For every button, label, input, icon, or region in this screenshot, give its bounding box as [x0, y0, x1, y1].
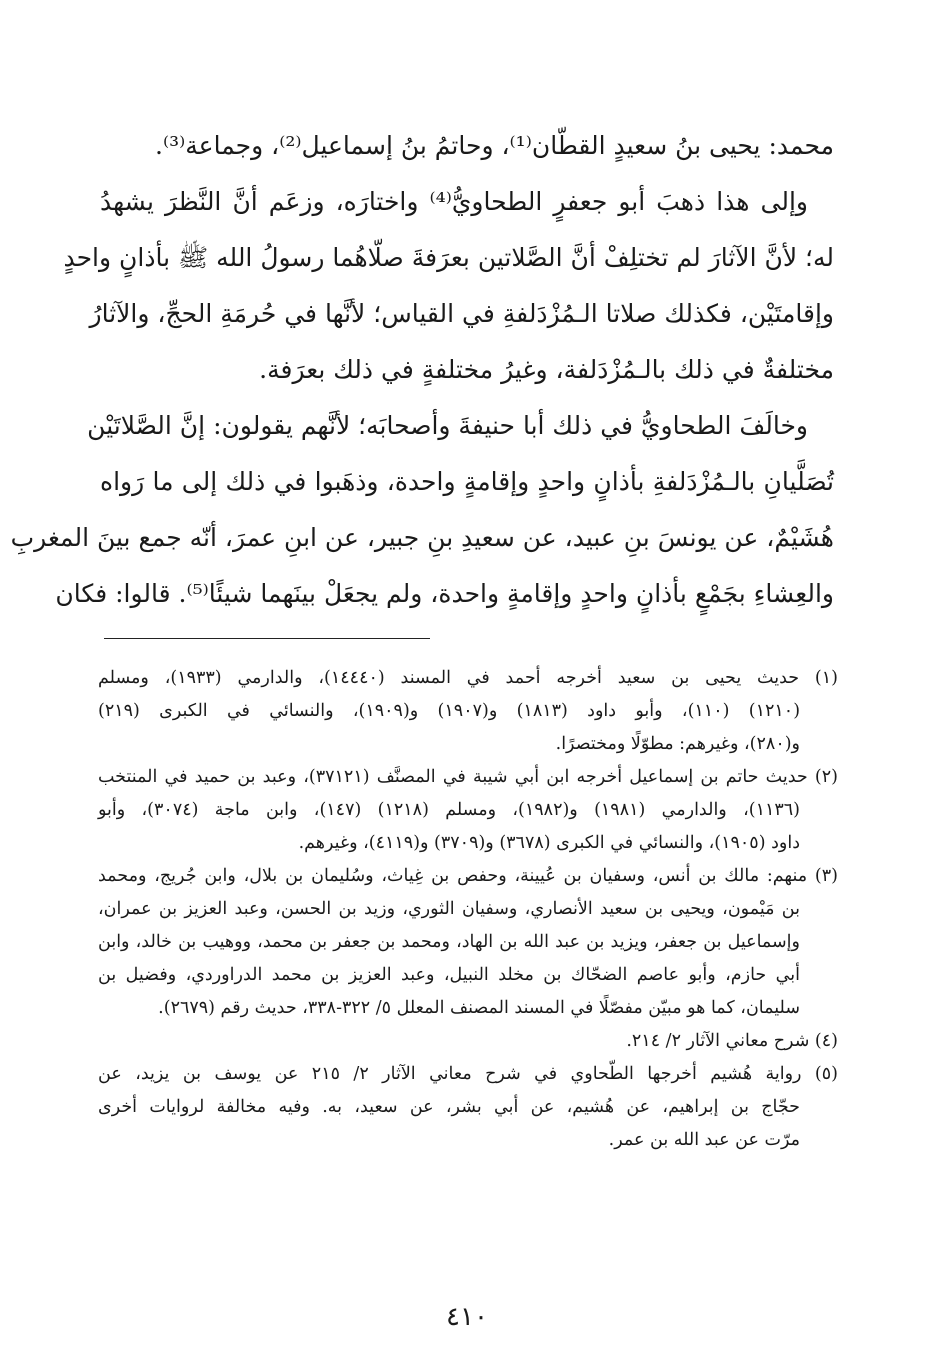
footnote-line: (١) حديث يحيى بن سعيد أخرجه أحمد في المسند (١٤٤٤٠)، والدارمي (١٩٣٣)، ومسلم	[98, 668, 838, 688]
footnote-line: وإسماعيل بن جعفر، ويزيد بن عبد الله بن الهاد، ومحمد بن جعفر بن محمد، ووهيب بن خالد، وابن	[98, 932, 800, 952]
main-line: مختلفةٌ في ذلك بالـمُزْدَلفة، وغيرُ مختلفةٍ في ذلك بعرَفة.	[259, 355, 834, 384]
main-line: والعِشاءِ بجَمْعٍ بأذانٍ واحدٍ وإقامةٍ واحدة، ولم يجعَلْ بينَهما شيئًا⁽⁵⁾. قالوا: فكان	[55, 579, 834, 608]
footnote-line: حجّاج بن إبراهيم، عن هُشيم، عن أبي بشر، عن سعيد، به. وفيه مخالفة لروايات أخرى	[98, 1097, 800, 1117]
main-line: وخالَفَ الطحاويُّ في ذلك أبا حنيفةَ وأصحابَه؛ لأنَّهم يقولون: إنَّ الصَّلاتَيْن	[87, 411, 808, 440]
page-number: ٤١٠	[446, 1302, 488, 1332]
main-line: وإقامتَيْن، فكذلك صلاتا الـمُزْدَلفةِ في القياس؛ لأنَّها في حُرمَةِ الحجِّ، والآثارُ	[89, 299, 834, 328]
main-text	[10, 118, 834, 622]
footnote-1	[98, 662, 838, 761]
footnote-2	[98, 761, 838, 860]
footnote-line: و(٢٨٠)، وغيرهم: مطوّلًا ومختصرًا.	[555, 734, 800, 754]
main-line: محمد: يحيى بنُ سعيدٍ القطّان⁽¹⁾، وحاتمُ بنُ إسماعيل⁽²⁾، وجماعة⁽³⁾.	[155, 131, 834, 160]
footnote-line: سليمان، كما هو مبيّن مفصّلًا في المسند المصنف المعلل ٥/ ٣٢٢-٣٣٨، حديث رقم (٢٦٧٩).	[158, 998, 800, 1018]
main-line: هُشَيْمٌ، عن يونسَ بنِ عبيد، عن سعيدِ بنِ جبير، عن ابنِ عمرَ، أنّه جمع بينَ المغربِ	[10, 523, 834, 552]
footnote-5	[98, 1058, 838, 1157]
footnote-line: (١١٣٦)، والدارمي (١٩٨١) و(١٩٨٢)، ومسلم (١٢١٨) (١٤٧)، وابن ماجة (٣٠٧٤)، وأبو	[98, 800, 800, 820]
footnote-4	[98, 1025, 838, 1058]
main-line: تُصَلَّيانِ بالـمُزْدَلفةِ بأذانٍ واحدٍ وإقامةٍ واحدة، وذهَبوا في ذلك إلى ما رَواه	[100, 467, 834, 496]
main-line: وإلى هذا ذهبَ أبو جعفرٍ الطحاويُّ⁽⁴⁾ واختارَه، وزعَم أنَّ النَّظرَ يشهدُ	[100, 187, 808, 216]
footnote-line: بن مَيْمون، ويحيى بن سعيد الأنصاري، وسفيان الثوري، وزيد بن الحسن، وعبد العزيز بن عمران،	[98, 899, 800, 919]
footnote-line: داود (١٩٠٥)، والنسائي في الكبرى (٣٦٧٨) و(٣٧٠٩) و(٤١١٩)، وغيرهم.	[298, 833, 800, 853]
footnote-line: (١٢١٠) (١١٠)، وأبو داود (١٨١٣) و(١٩٠٧) و(١٩٠٩)، والنسائي في الكبرى (٢١٩)	[98, 701, 801, 721]
footnote-line: أبي حازم، وأبو عاصم الضحّاك بن مخلد النبيل، وعبد العزيز بن محمد الدراوردي، وفضيل بن	[98, 965, 800, 985]
footnote-line: (٥) رواية هُشيم أخرجها الطّحاوي في شرح معاني الآثار ٢/ ٢١٥ عن يوسف بن يزيد، عن	[98, 1064, 838, 1084]
footnote-separator	[104, 638, 430, 639]
footnote-line: مرّت عن عبد الله بن عمر.	[608, 1130, 800, 1150]
footnote-3	[98, 860, 838, 1025]
footnote-line: (٤) شرح معاني الآثار ٢/ ٢١٤.	[626, 1031, 838, 1051]
footnote-line: (٢) حديث حاتم بن إسماعيل أخرجه ابن أبي شيبة في المصنَّف (٣٧١٢١)، وعبد بن حميد في المنتخب	[98, 767, 838, 787]
main-line: له؛ لأنَّ الآثارَ لم تختلِفْ أنَّ الصَّلاتين بعرَفةَ صلّاهُما رسولُ الله ﷺ بأذانٍ واحدٍ	[63, 243, 834, 272]
footnotes	[98, 662, 838, 1157]
footnote-line: (٣) منهم: مالك بن أنس، وسفيان بن عُيينة، وحفص بن غِياث، وسُليمان بن بلال، وابن جُريج، ومحمد	[98, 866, 838, 886]
